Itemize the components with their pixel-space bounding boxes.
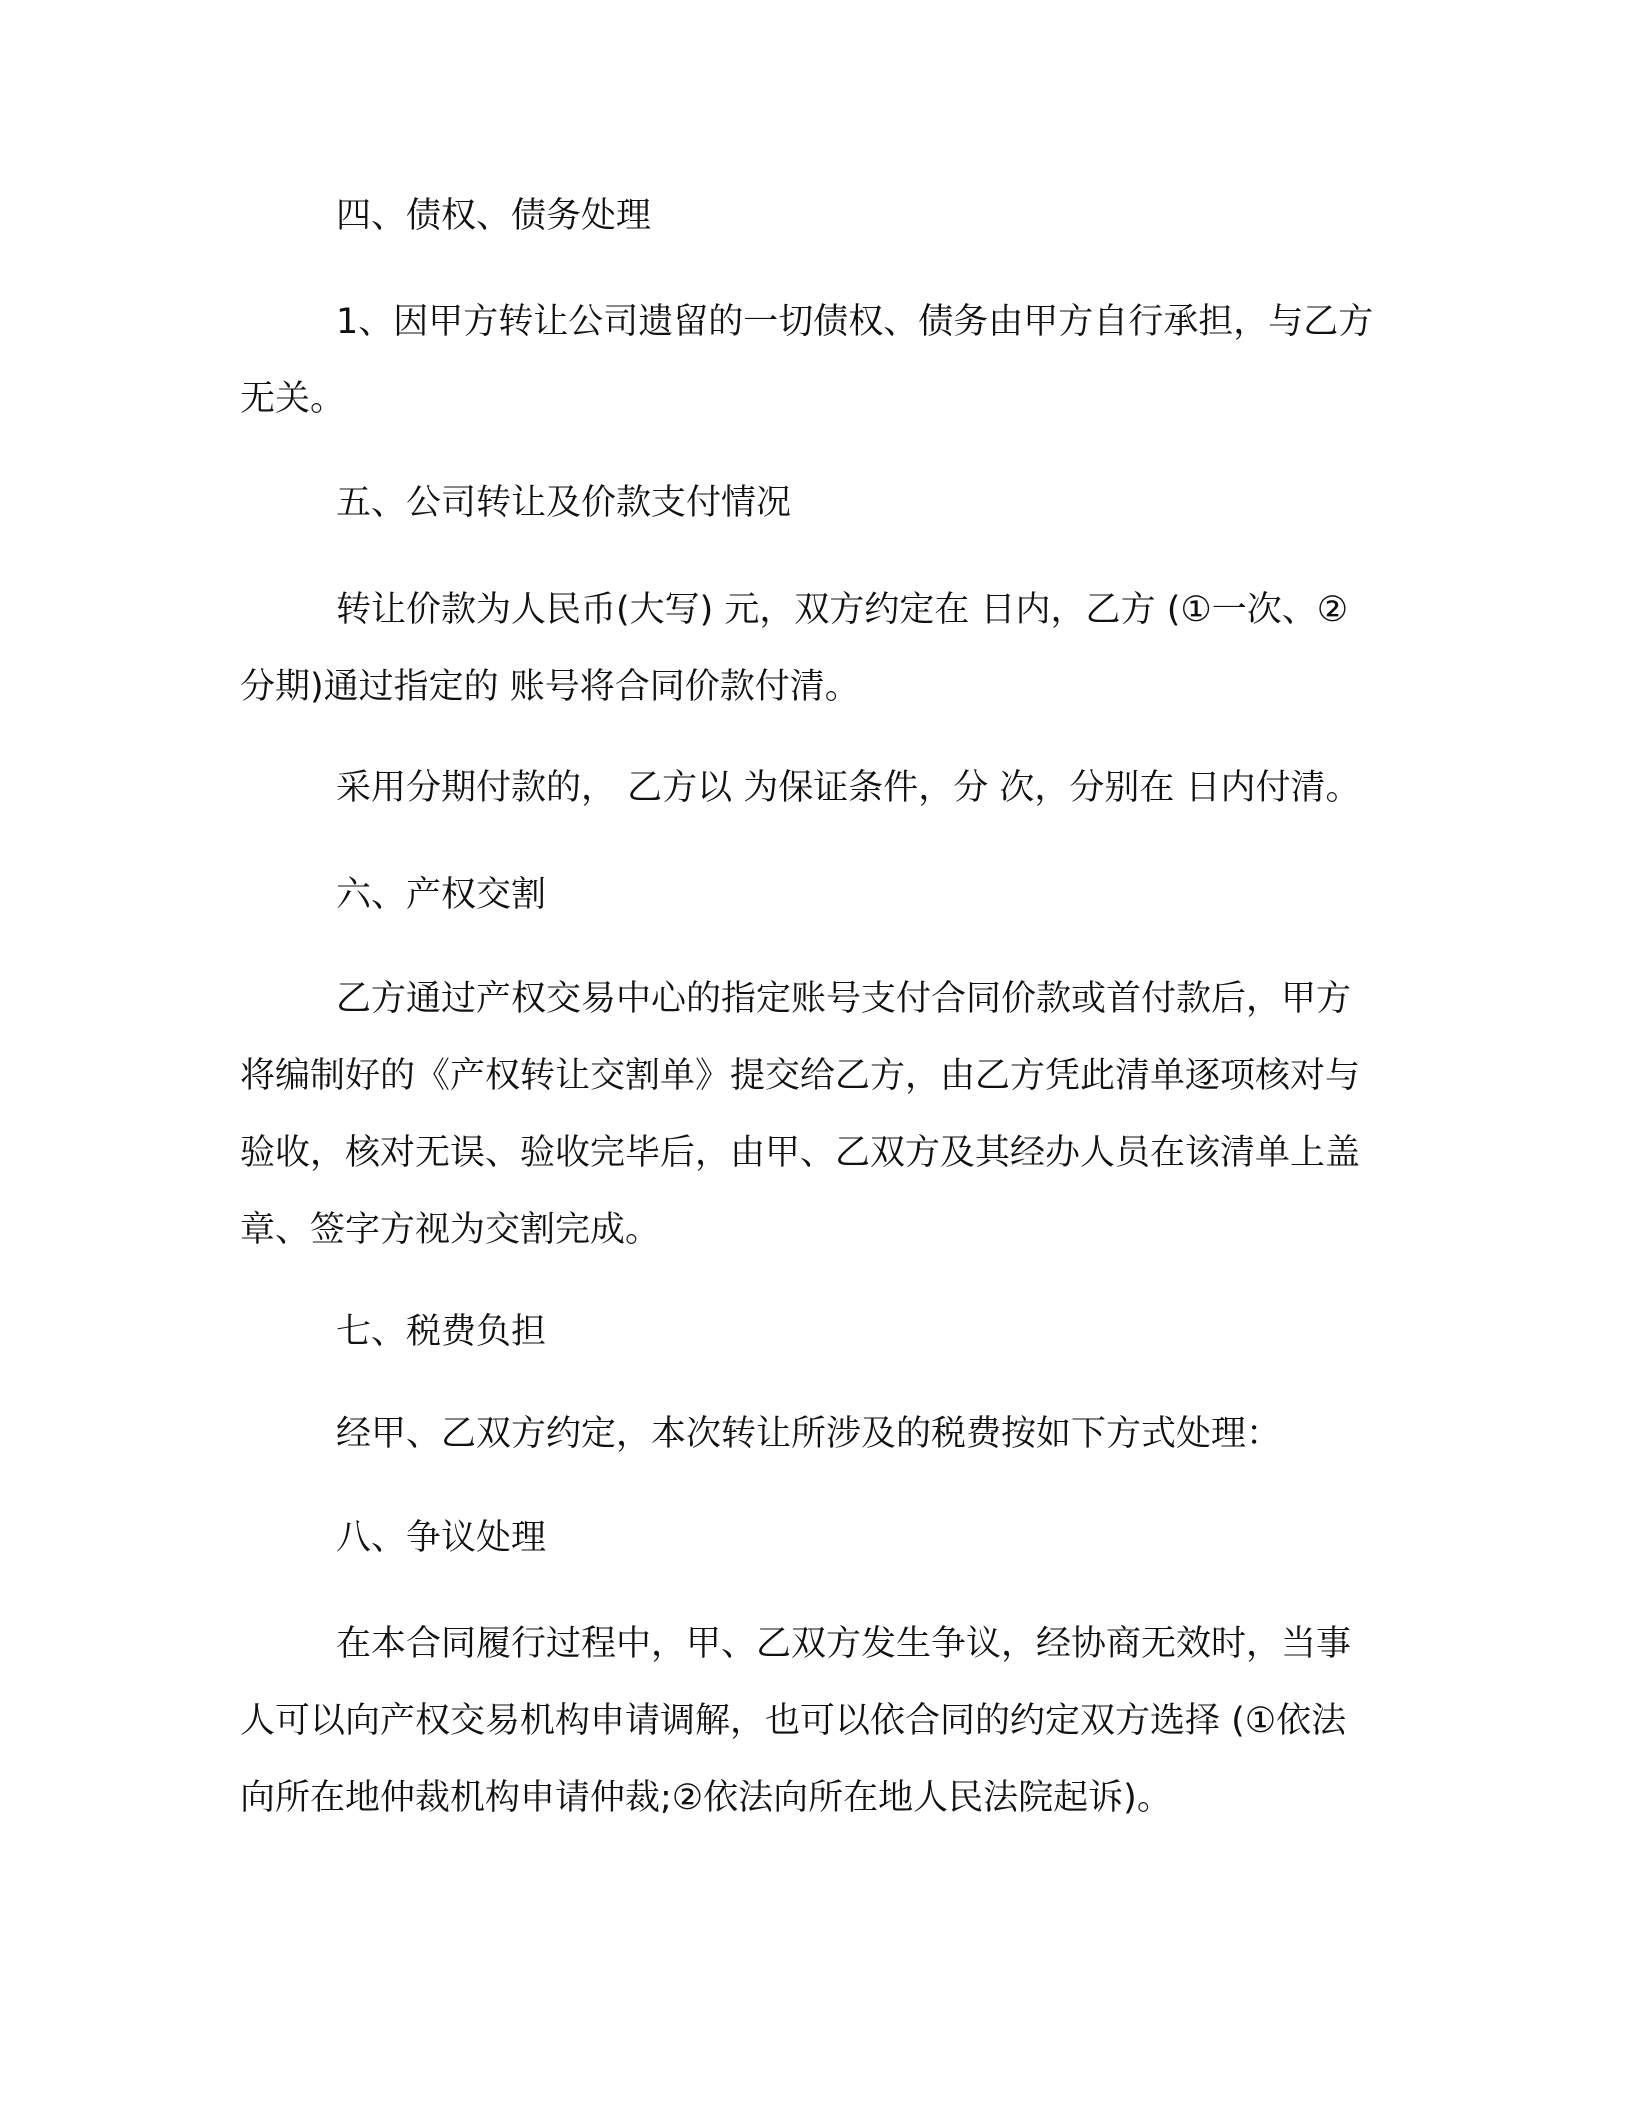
clause-disputes: 在本合同履行过程中，甲、乙双方发生争议，经协商无效时，当事人可以向产权交易机构申请调解，也可以依合同的约定双方选择 (①依法向所在地仲裁机构申请仲裁;②依法向所在地人民法院起诉)。 (240, 1624, 1352, 1818)
section-heading-handover: 六、产权交割 (336, 875, 547, 915)
clause-payment-installment: 采用分期付款的， 乙方以 为保证条件，分 次，分别在 日内付清。 (336, 768, 1361, 808)
section-heading-payment: 五、公司转让及价款支付情况 (336, 483, 792, 523)
section-heading-taxes: 七、税费负担 (336, 1312, 547, 1352)
clause-debts-1: 1、因甲方转让公司遗留的一切债权、债务由甲方自行承担，与乙方无关。 (240, 302, 1374, 419)
section-heading-debts: 四、债权、债务处理 (336, 196, 652, 236)
clause-payment-price: 转让价款为人民币(大写) 元，双方约定在 日内，乙方 (①一次、②分期)通过指定的 账号将合同价款付清。 (240, 590, 1349, 707)
clause-taxes: 经甲、乙双方约定，本次转让所涉及的税费按如下方式处理： (336, 1414, 1282, 1454)
section-heading-disputes: 八、争议处理 (336, 1518, 547, 1558)
clause-handover: 乙方通过产权交易中心的指定账号支付合同价款或首付款后，甲方将编制好的《产权转让交割单》提交给乙方，由乙方凭此清单逐项核对与验收，核对无误、验收完毕后，由甲、乙双方及其经办人员在该清单上盖章、签字方视为交割完成。 (240, 979, 1361, 1250)
